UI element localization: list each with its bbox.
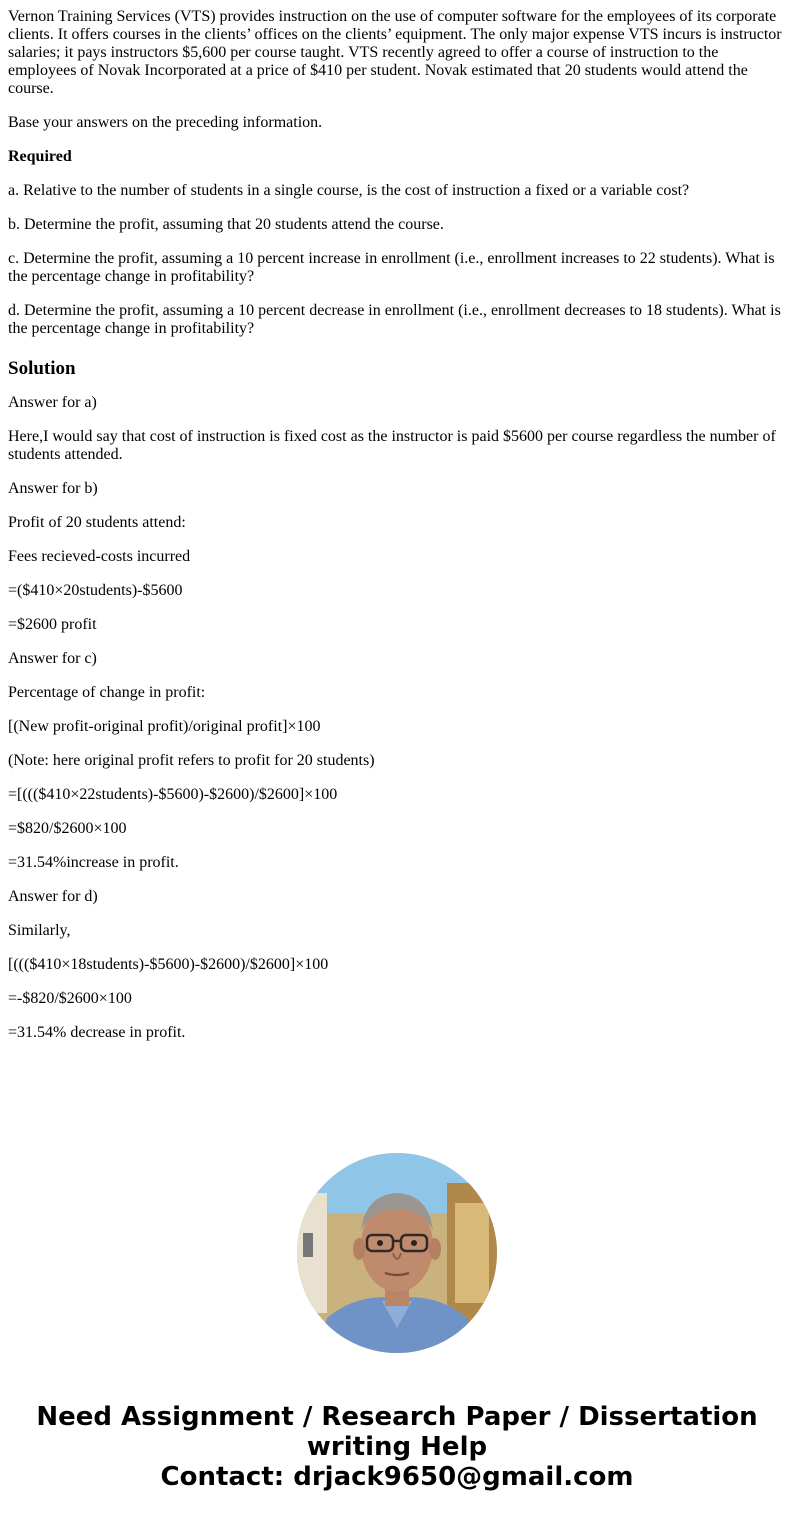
author-photo	[297, 1153, 497, 1353]
question-part-a: a. Relative to the number of students in a single course, is the cost of instruction a fixed or a variable cost?	[8, 182, 690, 199]
author-portrait-image	[297, 1153, 497, 1353]
solution-line: Similarly,	[8, 922, 71, 939]
solution-line: =($410×20students)-$5600	[8, 582, 183, 599]
solution-line: Answer for b)	[8, 480, 98, 497]
solution-heading: Solution	[8, 358, 76, 379]
required-heading: Required	[8, 148, 72, 165]
solution-line: [((($410×18students)-$5600)-$2600)/$2600]×100	[8, 956, 329, 973]
solution-line: (Note: here original profit refers to profit for 20 students)	[8, 752, 375, 769]
solution-line: Answer for c)	[8, 650, 97, 667]
document-body	[8, 8, 786, 1058]
solution-line: Fees recieved-costs incurred	[8, 548, 191, 565]
solution-line: =31.54% decrease in profit.	[8, 1024, 186, 1041]
solution-line: =$2600 profit	[8, 616, 97, 633]
solution-line: Profit of 20 students attend:	[8, 514, 186, 531]
question-part-b: b. Determine the profit, assuming that 20 students attend the course.	[8, 216, 444, 233]
promo-contact: Contact: drjack9650@gmail.com	[160, 1462, 634, 1492]
solution-line: [(New profit-original profit)/original profit]×100	[8, 718, 321, 735]
solution-line: Percentage of change in profit:	[8, 684, 206, 701]
question-part-d: d. Determine the profit, assuming a 10 percent decrease in enrollment (i.e., enrollment decreases to 18 students). What is the percentage change in profitability?	[8, 302, 781, 337]
question-intro: Vernon Training Services (VTS) provides instruction on the use of computer software for the employees of its corporate clients. It offers courses in the clients’ offices on the clients’ equipment. The only major expense VTS incurs is instructor salaries; it pays instructors $5,600 per course taught. VTS recently agreed to offer a course of instruction to the employees of Novak Incorporated at a price of $410 per student. Novak estimated that 20 students would attend the course.	[8, 8, 782, 97]
solution-line: =$820/$2600×100	[8, 820, 127, 837]
solution-line: =31.54%increase in profit.	[8, 854, 179, 871]
solution-line: Answer for a)	[8, 394, 97, 411]
solution-line: =-$820/$2600×100	[8, 990, 132, 1007]
promo-line: writing Help	[306, 1432, 488, 1462]
solution-line: =[((($410×22students)-$5600)-$2600)/$2600]×100	[8, 786, 338, 803]
solution-line: Answer for d)	[8, 888, 98, 905]
question-part-c: c. Determine the profit, assuming a 10 percent increase in enrollment (i.e., enrollment increases to 22 students). What is the percentage change in profitability?	[8, 250, 775, 285]
question-base-note: Base your answers on the preceding information.	[8, 114, 323, 131]
promo-line: Need Assignment / Research Paper / Dissertation	[36, 1402, 758, 1432]
solution-line: Here,I would say that cost of instruction is fixed cost as the instructor is paid $5600 per course regardless the number of students attended.	[8, 428, 776, 463]
promo-banner	[0, 1402, 794, 1492]
